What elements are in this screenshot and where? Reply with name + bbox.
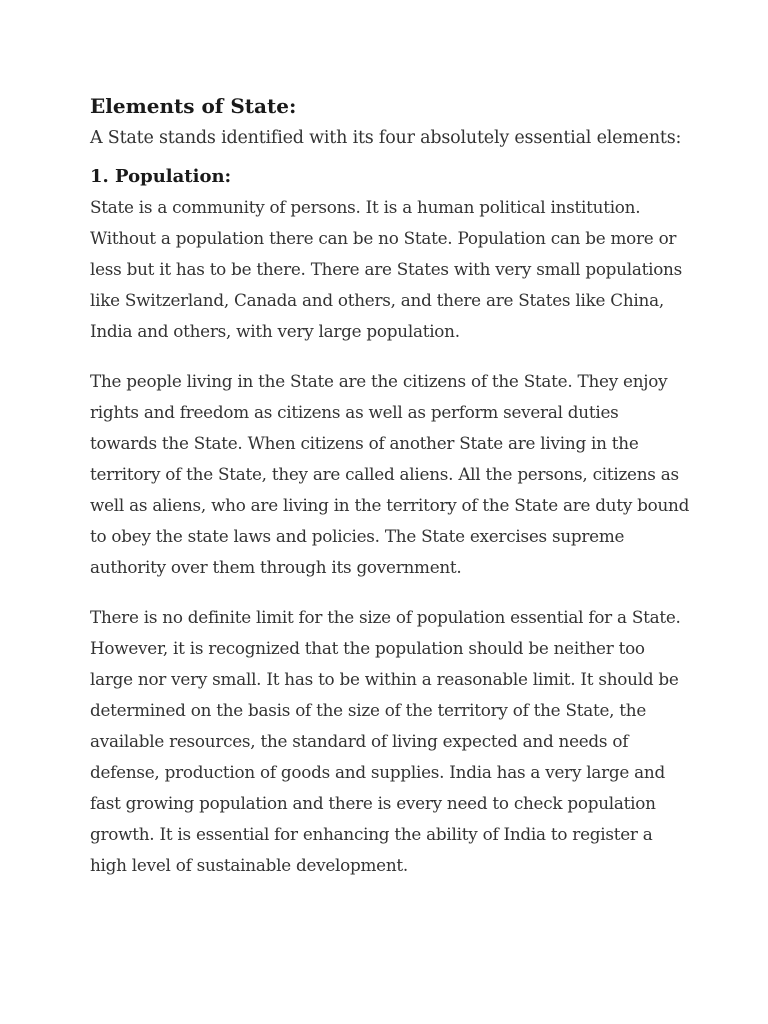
intro-text: A State stands identified with its four absolutely essential elements: bbox=[90, 128, 682, 148]
paragraph-1: State is a community of persons. It is a human political institution. Without a population there can be no State. Population can be more or less but it has to be there. There are States with very small populations like Switzerland, Canada and others, and there are States like China, India and others, with very large population. bbox=[90, 197, 682, 341]
document-page bbox=[90, 92, 690, 900]
section-heading-population: 1. Population: bbox=[90, 166, 232, 187]
document-title: Elements of State: bbox=[90, 94, 297, 118]
paragraph-3: There is no definite limit for the size of population essential for a State. However, it is recognized that the population should be neither too large nor very small. It has to be within a reasonable limit. It should be determined on the basis of the size of the territory of the State, the available resources, the standard of living expected and needs of defense, production of goods and supplies. India has a very large and fast growing population and there is every need to check population growth. It is essential for enhancing the ability of India to register a high level of sustainable development. bbox=[90, 607, 681, 875]
paragraph-2: The people living in the State are the citizens of the State. They enjoy rights and freedom as citizens as well as perform several duties towards the State. When citizens of another State are living in the territory of the State, they are called aliens. All the persons, citizens as well as aliens, who are living in the territory of the State are duty bound to obey the state laws and policies. The State exercises supreme authority over them through its government. bbox=[90, 371, 690, 577]
